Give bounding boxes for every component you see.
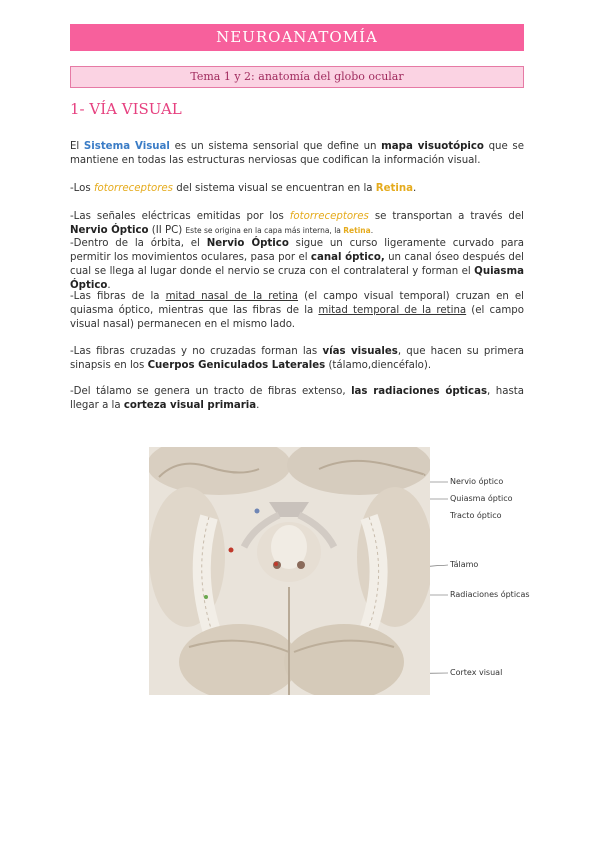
figure-labels	[430, 447, 540, 695]
label-nervio-optico: Nervio óptico	[450, 477, 504, 486]
label-quiasma-optico: Quiasma óptico	[450, 494, 513, 503]
paragraph-3: -Las señales eléctricas emitidas por los fotorreceptores se transportan a través del Nervio Óptico (II PC) Este se origina en la capa más interna, la Retina.	[70, 211, 524, 236]
label-cortex-visual: Cortex visual	[450, 668, 503, 677]
label-radiaciones-opticas: Radiaciones ópticas	[450, 590, 530, 599]
label-tracto-optico: Tracto óptico	[450, 511, 502, 520]
paragraph-2: -Los fotorreceptores del sistema visual se encuentran en la Retina.	[70, 183, 417, 194]
section-title: 1- VÍA VISUAL	[70, 100, 182, 118]
paragraph-4: -Dentro de la órbita, el Nervio Óptico sigue un curso ligeramente curvado para permitir los movimientos oculares, pasa por el canal óptico, un canal óseo después del cual se llega al lugar donde el nervio se cruza con el contralateral y forman el Quiasma Óptico.	[70, 238, 525, 291]
paragraph-1: El Sistema Visual es un sistema sensorial que define un mapa visuotópico que se mantiene en todas las estructuras nerviosas que codifican la información visual.	[70, 141, 525, 166]
document-subtitle: Tema 1 y 2: anatomía del globo ocular	[70, 66, 524, 88]
label-talamo: Tálamo	[450, 560, 479, 569]
paragraph-5: -Las fibras de la mitad nasal de la retina (el campo visual temporal) cruzan en el quiasma óptico, mientras que las fibras de la mitad temporal de la retina (el campo visual nasal) permanecen en el mismo lado.	[70, 291, 524, 330]
paragraph-6: -Las fibras cruzadas y no cruzadas forman las vías visuales, que hacen su primera sinapsis en los Cuerpos Geniculados Laterales (tálamo,diencéfalo).	[70, 346, 524, 371]
brain-dissection-image	[149, 447, 430, 695]
paragraph-7: -Del tálamo se genera un tracto de fibras extenso, las radiaciones ópticas, hasta llegar a la corteza visual primaria.	[70, 386, 524, 411]
document-title: NEUROANATOMÍA	[70, 24, 524, 51]
